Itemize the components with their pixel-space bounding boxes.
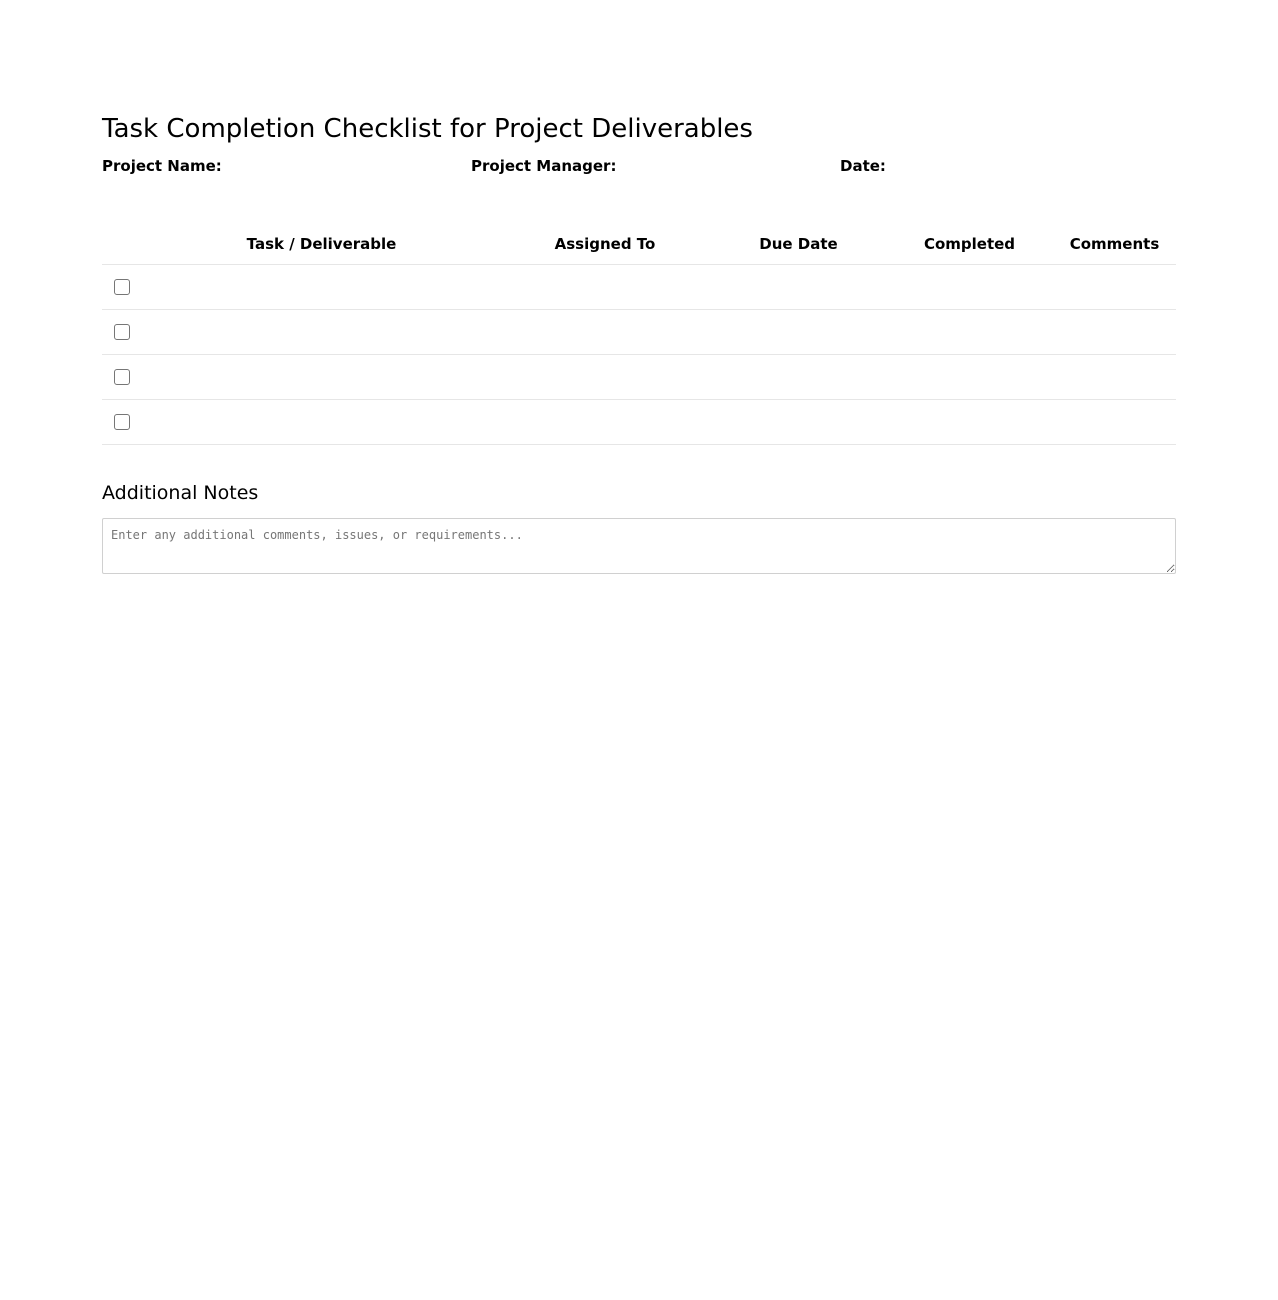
assigned-to-cell[interactable] <box>499 355 711 400</box>
header-task: Task / Deliverable <box>144 224 499 265</box>
table-row <box>102 265 1176 310</box>
completed-cell[interactable] <box>886 265 1053 310</box>
project-manager-label: Project Manager: <box>471 157 617 175</box>
task-cell[interactable] <box>144 265 499 310</box>
assigned-to-cell[interactable] <box>499 310 711 355</box>
table-header-row <box>102 224 1176 265</box>
header-assigned-to: Assigned To <box>499 224 711 265</box>
row-check-cell <box>102 310 144 355</box>
due-date-cell[interactable] <box>711 400 886 445</box>
additional-notes-heading: Additional Notes <box>102 482 259 504</box>
table-row <box>102 310 1176 355</box>
project-name-label: Project Name: <box>102 157 222 175</box>
assigned-to-cell[interactable] <box>499 265 711 310</box>
task-cell[interactable] <box>144 355 499 400</box>
row-check-cell <box>102 400 144 445</box>
header-due-date: Due Date <box>711 224 886 265</box>
comments-cell[interactable] <box>1053 265 1176 310</box>
task-checklist-table <box>102 224 1176 445</box>
task-cell[interactable] <box>144 400 499 445</box>
completed-cell[interactable] <box>886 400 1053 445</box>
task-checkbox[interactable] <box>114 369 130 385</box>
additional-notes-textarea[interactable] <box>102 518 1176 574</box>
completed-cell[interactable] <box>886 355 1053 400</box>
assigned-to-cell[interactable] <box>499 400 711 445</box>
project-meta <box>102 156 1176 176</box>
comments-cell[interactable] <box>1053 355 1176 400</box>
comments-cell[interactable] <box>1053 310 1176 355</box>
task-cell[interactable] <box>144 310 499 355</box>
completed-cell[interactable] <box>886 310 1053 355</box>
table-row <box>102 400 1176 445</box>
due-date-cell[interactable] <box>711 310 886 355</box>
header-completed: Completed <box>886 224 1053 265</box>
task-checkbox[interactable] <box>114 414 130 430</box>
header-comments: Comments <box>1053 224 1176 265</box>
row-check-cell <box>102 355 144 400</box>
due-date-cell[interactable] <box>711 265 886 310</box>
page-title: Task Completion Checklist for Project Deliverables <box>102 114 753 144</box>
task-checkbox[interactable] <box>114 279 130 295</box>
task-checkbox[interactable] <box>114 324 130 340</box>
row-check-cell <box>102 265 144 310</box>
date-label: Date: <box>840 157 886 175</box>
header-check <box>102 224 144 265</box>
due-date-cell[interactable] <box>711 355 886 400</box>
comments-cell[interactable] <box>1053 400 1176 445</box>
table-row <box>102 355 1176 400</box>
